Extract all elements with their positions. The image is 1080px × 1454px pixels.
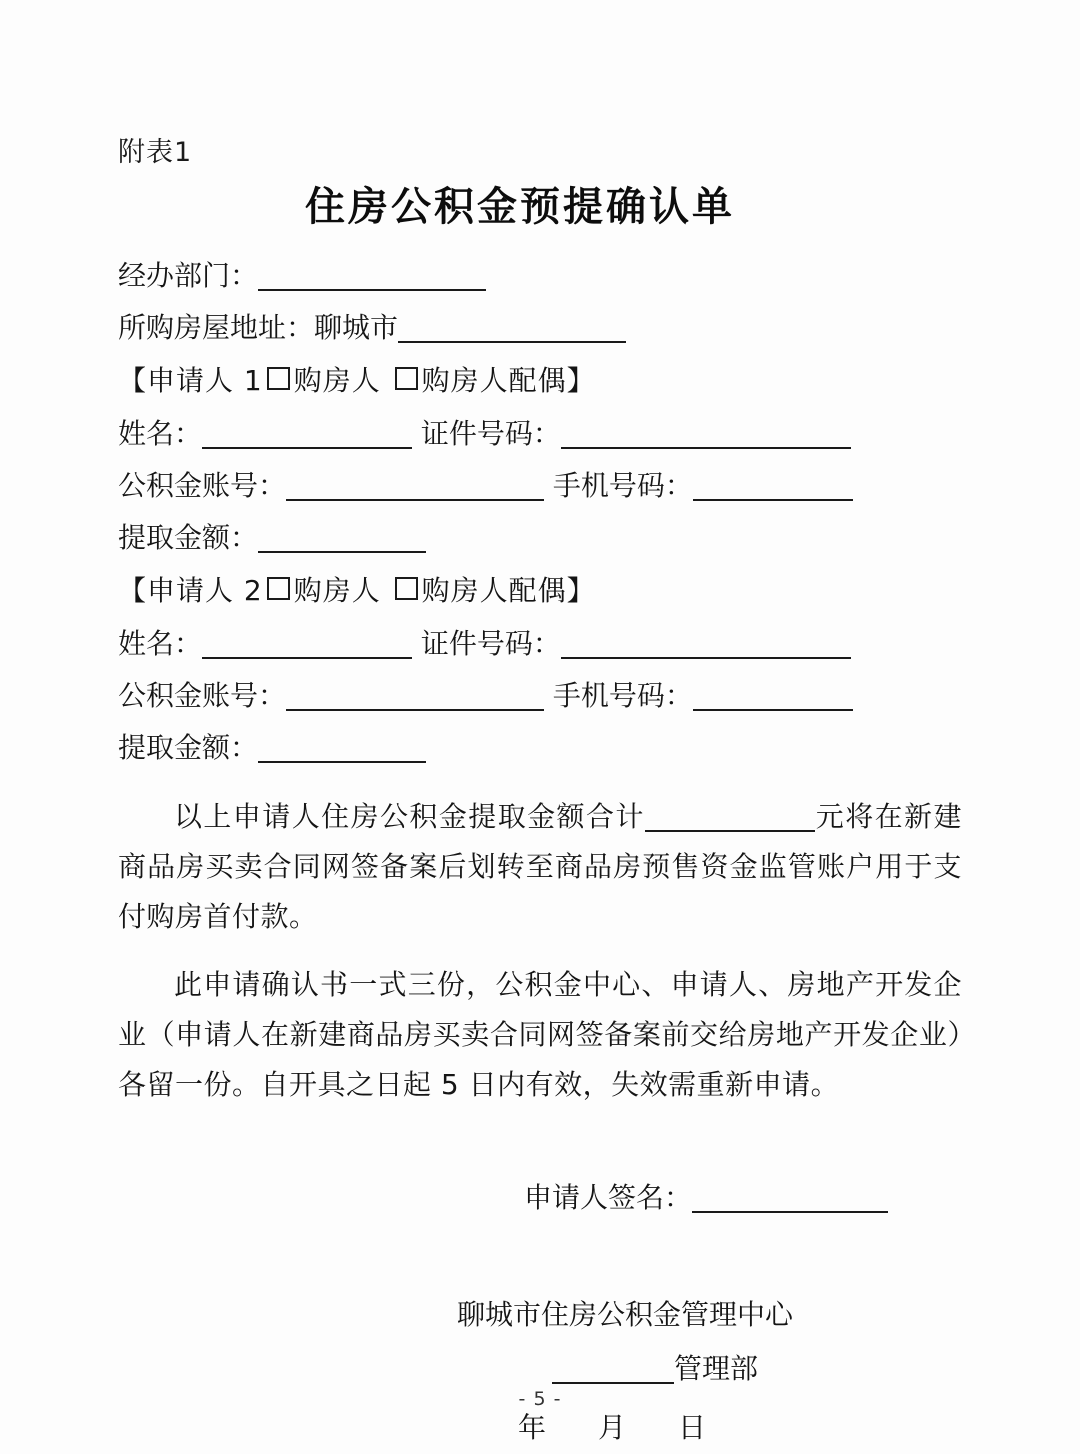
applicant1-id-input[interactable]	[561, 417, 851, 449]
applicant2-bracket-close: 】	[566, 574, 596, 607]
applicant1-account-input[interactable]	[286, 469, 544, 501]
applicant2-account-label: 公积金账号：	[118, 679, 287, 712]
applicant1-account-label: 公积金账号：	[118, 469, 287, 502]
paragraph-total-text2: 元将在新建商品房买卖合同网签备案后划转至商品房预售资金监管账户用于支付购房首付款。	[118, 800, 962, 933]
applicant1-spouse-checkbox[interactable]	[395, 367, 418, 390]
field-address	[118, 302, 962, 354]
applicant1-name-label: 姓名：	[118, 417, 203, 450]
applicant2-id-label: 证件号码：	[420, 627, 561, 660]
signature-input[interactable]	[692, 1181, 888, 1213]
org-name-line: 聊城市住房公积金管理中心	[456, 1298, 793, 1331]
applicant1-spouse-label: 购房人配偶	[421, 364, 567, 397]
applicant1-header	[118, 354, 962, 408]
paragraph-total-amount	[118, 792, 962, 942]
page-title: 住房公积金预提确认单	[305, 183, 735, 230]
applicant2-spouse-checkbox[interactable]	[395, 577, 418, 600]
applicant2-name-label: 姓名：	[118, 627, 203, 660]
applicant1-amount-input[interactable]	[258, 521, 426, 553]
field-address-input[interactable]	[398, 311, 626, 343]
applicant2-phone-input[interactable]	[693, 679, 853, 711]
date-day-label: 日	[678, 1411, 759, 1444]
issuing-organization	[118, 1288, 962, 1396]
org-branch-input[interactable]	[552, 1352, 674, 1384]
applicant2-bracket-open: 【申请人 2	[118, 574, 263, 607]
signature-label: 申请人签名：	[523, 1181, 692, 1214]
applicant1-id-label: 证件号码：	[420, 417, 561, 450]
date-year-label: 年	[518, 1411, 599, 1444]
applicant1-phone-input[interactable]	[693, 469, 853, 501]
applicant2-account-input[interactable]	[286, 679, 544, 711]
applicant2-name-row	[118, 618, 962, 670]
field-department-input[interactable]	[258, 259, 486, 291]
paragraph-copies: 此申请确认书一式三份，公积金中心、申请人、房地产开发企业（申请人在新建商品房买卖合同网签备案前交给房地产开发企业）各留一份。自开具之日起 5 日内有效，失效需重新申请。	[118, 968, 962, 1101]
applicant1-buyer-checkbox[interactable]	[267, 367, 290, 390]
applicant2-amount-row	[118, 722, 962, 774]
applicant1-name-input[interactable]	[202, 417, 412, 449]
applicant2-buyer-checkbox[interactable]	[267, 577, 290, 600]
applicant2-amount-label: 提取金额：	[118, 731, 259, 764]
document-content	[118, 130, 962, 1446]
applicant2-account-row	[118, 670, 962, 722]
applicant1-phone-label: 手机号码：	[552, 469, 693, 502]
date-row	[118, 1406, 962, 1446]
applicant1-name-row	[118, 408, 962, 460]
date-month-label: 月	[598, 1411, 679, 1444]
applicant2-amount-input[interactable]	[258, 731, 426, 763]
applicant2-spouse-label: 购房人配偶	[421, 574, 567, 607]
attachment-label: 附表1	[118, 137, 193, 168]
applicant1-account-row	[118, 460, 962, 512]
org-branch-label: 管理部	[673, 1352, 758, 1385]
applicant2-name-input[interactable]	[202, 627, 412, 659]
applicant2-header	[118, 564, 962, 618]
applicant2-phone-label: 手机号码：	[552, 679, 693, 712]
paragraph-total-text1: 以上申请人住房公积金提取金额合计	[174, 800, 645, 833]
signature-row	[118, 1176, 962, 1216]
applicant2-id-input[interactable]	[561, 627, 851, 659]
field-address-label: 所购房屋地址：聊城市	[118, 311, 399, 344]
page-number: - 5 -	[518, 1388, 562, 1410]
field-department	[118, 250, 962, 302]
applicant1-buyer-label: 购房人	[293, 364, 381, 397]
applicant1-bracket-open: 【申请人 1	[118, 364, 263, 397]
applicant1-bracket-close: 】	[566, 364, 596, 397]
applicant2-buyer-label: 购房人	[293, 574, 381, 607]
applicant1-amount-row	[118, 512, 962, 564]
field-department-label: 经办部门：	[118, 259, 259, 292]
total-amount-input[interactable]	[645, 800, 815, 832]
applicant1-amount-label: 提取金额：	[118, 521, 259, 554]
